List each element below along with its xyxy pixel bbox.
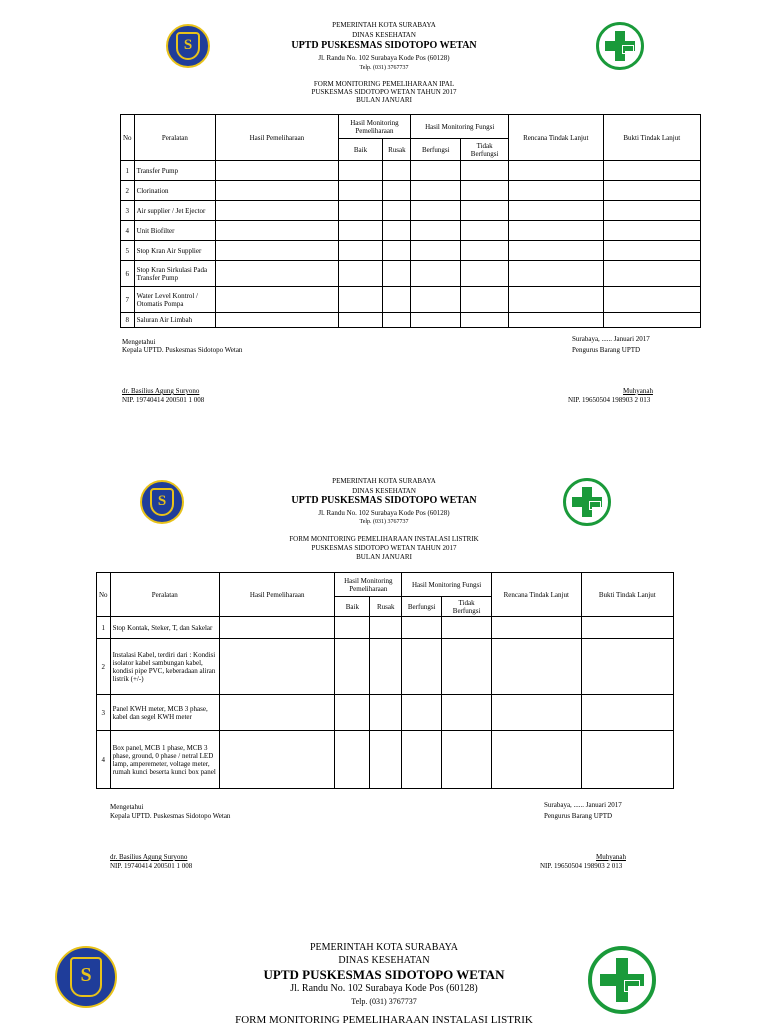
- sig-date: Surabaya, ...... Januari 2017: [572, 335, 650, 343]
- col-bukti: Bukti Tindak Lanjut: [581, 573, 673, 617]
- header-address: Jl. Randu No. 102 Surabaya Kode Pos (60128): [318, 509, 450, 517]
- table-row: 2 Instalasi Kabel, terdiri dari : Kondisi isolator kabel sambungan kabel, kondisi pipe PVC, keberadaan aliran listrik (+/-): [97, 639, 674, 695]
- surabaya-crest-logo: S: [166, 24, 210, 68]
- sig-right-name: Muhyanah: [623, 387, 653, 395]
- sig-mengetahui: Mengetahui: [122, 338, 156, 346]
- table-row: 4 Unit Biofilter: [121, 221, 701, 241]
- col-baik: Baik: [335, 597, 370, 617]
- header-gov: PEMERINTAH KOTA SURABAYA: [332, 477, 436, 485]
- header-phone: Telp. (031) 3767737: [359, 65, 409, 71]
- col-rencana: Rencana Tindak Lanjut: [509, 115, 603, 161]
- sig-kepala: Kepala UPTD. Puskesmas Sidotopo Wetan: [110, 812, 231, 820]
- form-subtitle: PUSKESMAS SIDOTOPO WETAN TAHUN 2017: [311, 544, 457, 552]
- col-rusak: Rusak: [370, 597, 402, 617]
- form-subtitle: PUSKESMAS SIDOTOPO WETAN TAHUN 2017: [311, 88, 457, 96]
- col-berfungsi: Berfungsi: [411, 139, 461, 161]
- col-no: No: [121, 115, 135, 161]
- header-dept: DINAS KESEHATAN: [352, 487, 416, 495]
- header-address: Jl. Randu No. 102 Surabaya Kode Pos (60128): [318, 54, 450, 62]
- table-row: 7 Water Level Kontrol / Otomatis Pompa: [121, 287, 701, 313]
- col-baik: Baik: [338, 139, 383, 161]
- header-gov: PEMERINTAH KOTA SURABAYA: [309, 942, 459, 953]
- sig-right-nip: NIP. 19650504 198903 2 013: [540, 862, 623, 870]
- col-monitoring-pemeliharaan: Hasil Monitoring Pemeliharaan: [338, 115, 411, 139]
- table-row: 2 Clorination: [121, 181, 701, 201]
- monitoring-table-ipal: [120, 114, 701, 328]
- table-row: 5 Stop Kran Air Supplier: [121, 241, 701, 261]
- header-phone: Telp. (031) 3767737: [351, 997, 417, 1006]
- sig-pengurus: Pengurus Barang UPTD: [544, 812, 613, 820]
- sig-date: Surabaya, ...... Januari 2017: [544, 801, 622, 809]
- sig-mengetahui: Mengetahui: [110, 803, 144, 811]
- header-dept: DINAS KESEHATAN: [338, 955, 430, 966]
- table-row: 6 Stop Kran Sirkulasi Pada Transfer Pump: [121, 261, 701, 287]
- col-tidak-berfungsi: Tidak Berfungsi: [442, 597, 492, 617]
- header-phone: Telp. (031) 3767737: [359, 519, 409, 525]
- table-row: 4 Box panel, MCB 1 phase, MCB 3 phase, ground, 0 phase / netral LED lamp, amperemeter, voltage meter, rumah kunci beserta kunci box panel: [97, 731, 674, 789]
- sig-right-name: Muhyanah: [596, 853, 626, 861]
- col-tidak-berfungsi: Tidak Berfungsi: [461, 139, 509, 161]
- col-rencana: Rencana Tindak Lanjut: [492, 573, 582, 617]
- col-rusak: Rusak: [383, 139, 411, 161]
- col-monitoring-fungsi: Hasil Monitoring Fungsi: [402, 573, 492, 597]
- table-row: 3 Panel KWH meter, MCB 3 phase, kabel dan segel KWH meter: [97, 695, 674, 731]
- surabaya-crest-logo: S: [55, 946, 117, 1008]
- col-monitoring-fungsi: Hasil Monitoring Fungsi: [411, 115, 509, 139]
- table-row: 3 Air supplier / Jet Ejector: [121, 201, 701, 221]
- col-peralatan: Peralatan: [110, 573, 219, 617]
- col-hasil-pemeliharaan: Hasil Pemeliharaan: [220, 573, 335, 617]
- header-unit: UPTD PUSKESMAS SIDOTOPO WETAN: [263, 967, 505, 982]
- sig-left-nip: NIP. 19740414 200501 1 008: [122, 396, 205, 404]
- sig-kepala: Kepala UPTD. Puskesmas Sidotopo Wetan: [122, 346, 243, 354]
- col-hasil-pemeliharaan: Hasil Pemeliharaan: [216, 115, 338, 161]
- table-row: 8 Saluran Air Limbah: [121, 313, 701, 328]
- table-row: 1 Stop Kontak, Steker, T, dan Sakelar: [97, 617, 674, 639]
- sig-left-nip: NIP. 19740414 200501 1 008: [110, 862, 193, 870]
- col-berfungsi: Berfungsi: [402, 597, 442, 617]
- form-title: FORM MONITORING PEMELIHARAAN INSTALASI LISTRIK: [235, 1014, 533, 1026]
- table-row: 1 Transfer Pump: [121, 161, 701, 181]
- surabaya-crest-logo: S: [140, 480, 184, 524]
- sig-pengurus: Pengurus Barang UPTD: [572, 346, 641, 354]
- sig-left-name: dr. Basilius Agung Suryono: [110, 853, 188, 861]
- header-unit: UPTD PUSKESMAS SIDOTOPO WETAN: [291, 495, 477, 506]
- sig-left-name: dr. Basilius Agung Suryono: [122, 387, 200, 395]
- col-no: No: [97, 573, 111, 617]
- col-bukti: Bukti Tindak Lanjut: [603, 115, 700, 161]
- header-dept: DINAS KESEHATAN: [352, 31, 416, 39]
- col-monitoring-pemeliharaan: Hasil Monitoring Pemeliharaan: [335, 573, 402, 597]
- form-title: FORM MONITORING PEMELIHARAAN INSTALASI LISTRIK: [289, 535, 479, 543]
- form-month: BULAN JANUARI: [356, 553, 412, 561]
- col-peralatan: Peralatan: [134, 115, 216, 161]
- header-gov: PEMERINTAH KOTA SURABAYA: [332, 21, 436, 29]
- header-address: Jl. Randu No. 102 Surabaya Kode Pos (60128): [290, 983, 478, 994]
- header-unit: UPTD PUSKESMAS SIDOTOPO WETAN: [291, 40, 477, 51]
- sig-right-nip: NIP. 19650504 198903 2 013: [568, 396, 651, 404]
- form-month: BULAN JANUARI: [356, 96, 412, 104]
- form-title: FORM MONITORING PEMELIHARAAN IPAL: [313, 80, 455, 88]
- monitoring-table-listrik: [96, 572, 674, 789]
